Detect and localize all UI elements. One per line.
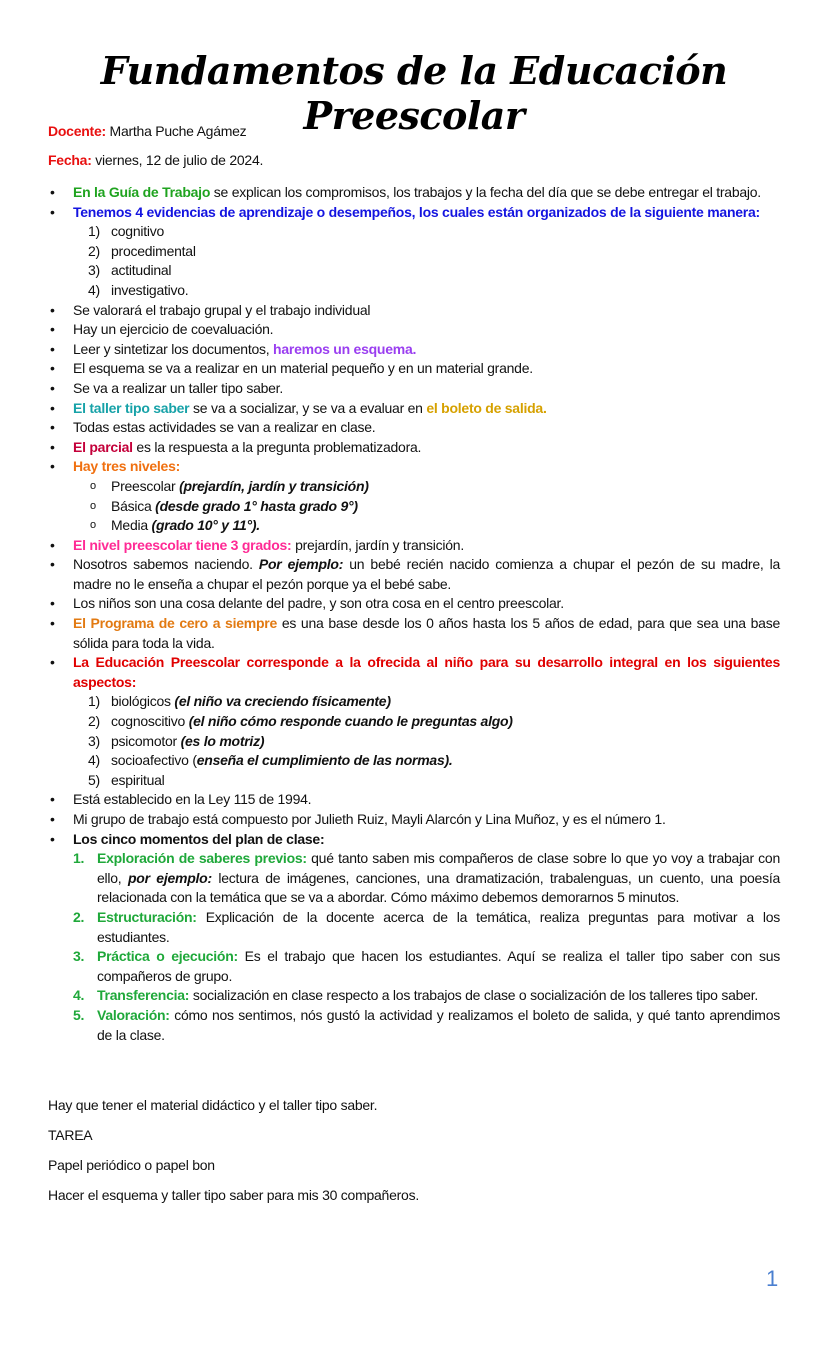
bullet-icon: • [50,340,55,357]
list-item [48,379,780,399]
docente-label: Docente: [48,123,106,139]
list-number: 1) [88,693,100,710]
text-run: haremos un esquema. [273,340,417,357]
sub-list-item [48,516,780,536]
text-run: (desde grado 1° hasta grado 9°) [155,497,358,514]
text-run: Se va a realizar un taller tipo saber. [73,379,283,396]
text-run: Básica [111,497,156,514]
bullet-icon: • [50,184,55,200]
numbered-step [48,908,780,947]
text-run: investigativo. [111,281,189,298]
text-run: El nivel preescolar tiene 3 grados: [73,536,292,553]
sub-list-item [48,222,780,242]
list-number: 4. [73,987,85,1004]
list-item [48,457,780,477]
docente-line [48,122,780,142]
page-number: 1 [766,1266,778,1291]
text-run: Los niños son una cosa delante del padre, y son otra cosa en el centro preescolar. [73,595,564,612]
bullet-icon: • [50,458,55,475]
list-item [48,555,780,594]
notes-list [48,183,780,1045]
list-number: 2) [88,713,100,730]
text-run: Mi grupo de trabajo está compuesto por Julieth Ruiz, Mayli Alarcón y Lina Muñoz, y es el número 1. [73,811,666,827]
text-run: (grado 10° y 11°). [151,517,260,534]
text-run: Todas estas actividades se van a realizar en clase. [73,419,376,436]
text-run: cómo nos sentimos, nós gustó la actividad y realizamos el boleto de salida, y qué tanto aprendimos de la clase. [97,1006,780,1043]
list-item [48,301,780,321]
sub-list-item [48,497,780,517]
list-number: 2) [88,242,100,259]
list-item [48,614,780,653]
text-run: Exploración de saberes previos: [97,850,307,867]
circle-bullet-icon: o [90,479,96,492]
sub-list-item [48,692,780,712]
list-number: 5) [88,771,100,788]
text-run: qué tanto saben mis compañeros de clase sobre lo que yo voy a trabajar con ello, [97,850,781,886]
text-run: En la Guía de Trabajo [73,184,211,200]
bullet-icon: • [50,360,55,377]
bullet-icon: • [50,203,55,220]
list-item [48,653,780,692]
fecha-value: viernes, 12 de julio de 2024. [91,152,264,168]
text-run: por ejemplo: [127,869,212,886]
text-run: La Educación Preescolar corresponde a la ofrecida al niño para su desarrollo integral en los siguientes aspectos: [73,654,780,690]
numbered-step [48,947,780,986]
sub-list-item [48,732,780,752]
numbered-step [48,986,780,1006]
footer-paragraph: Hacer el esquema y taller tipo saber para mis 30 compañeros. [48,1187,419,1203]
text-run: socioafectivo ( [111,752,197,769]
bullet-icon: • [50,595,55,612]
list-number: 4) [88,752,100,769]
text-run: enseña el cumplimiento de las normas). [196,752,453,769]
list-number: 4) [88,281,100,298]
list-number: 1) [88,223,100,240]
fecha-line [48,151,780,171]
text-run: El parcial [73,438,133,455]
list-number: 2. [73,908,85,925]
list-item [48,183,780,203]
circle-bullet-icon: o [90,519,96,532]
list-item [48,418,780,438]
list-item [48,340,780,360]
text-run: Tenemos 4 evidencias de aprendizaje o desempeños, los cuales están organizados de la siguiente manera: [73,203,760,220]
text-run: lectura de imágenes, canciones, una dramatización, trabalenguas, un cuento, una poesía relacionada con la temática que se va a abordar. Cómo máximo debemos demorarnos 5 minutos. [97,869,780,906]
text-run: Los cinco momentos del plan de clase: [73,830,325,847]
text-run: el boleto de salida. [426,399,547,416]
text-run: actitudinal [111,262,172,279]
text-run: Transferencia: [97,987,190,1004]
footer-paragraph: Hay que tener el material didáctico y el taller tipo saber. [48,1097,378,1113]
text-run: (el niño cómo responde cuando le preguntas algo) [188,713,513,730]
text-run: (es lo motriz) [180,732,265,749]
list-item [48,536,780,556]
fecha-label: Fecha: [48,152,92,168]
text-run: es la respuesta a la pregunta problematizadora. [132,438,422,455]
text-run: es una base desde los 0 años hasta los 5 años de edad, para que sea una base sólida para toda la vida. [73,615,781,651]
text-run: Leer y sintetizar los documentos, [73,340,274,357]
sub-list-item [48,242,780,262]
text-run: biológicos [111,693,175,710]
bullet-icon: • [50,811,55,827]
bullet-icon: • [50,615,55,632]
bullet-icon: • [50,536,55,553]
text-run: Explicación de la docente acerca de la temática, realiza preguntas para motivar a los estudiantes. [97,908,780,945]
text-run: El Programa de cero a siempre [73,615,278,632]
text-run: Es el trabajo que hacen los estudiantes. Aquí se realiza el taller tipo saber con sus compañeros de grupo. [97,948,780,984]
list-item [48,359,780,379]
list-number: 1. [73,850,85,867]
text-run: se va a socializar, y se va a evaluar en [189,399,427,416]
bullet-icon: • [50,438,55,455]
list-number: 3) [88,732,100,749]
text-run: El esquema se va a realizar en un material pequeño y en un material grande. [73,360,533,377]
text-run: (el niño va creciendo físicamente) [174,693,391,710]
list-item [48,320,780,340]
list-item [48,438,780,458]
list-item [48,790,780,810]
text-run: Media [111,517,152,534]
list-item [48,594,780,614]
docente-value: Martha Puche Agámez [105,123,247,139]
text-run: Hay tres niveles: [73,458,181,475]
text-run: Nosotros sabemos naciendo. [73,556,259,573]
bullet-icon: • [50,791,55,808]
text-run: Preescolar [111,477,180,494]
text-run: socialización en clase respecto a los trabajos de clase o socialización de los talleres tipo saber. [189,987,758,1004]
text-run: cognitivo [111,223,165,240]
footer-paragraph: TAREA [48,1127,93,1143]
numbered-step [48,1006,780,1045]
list-number: 3) [88,262,100,279]
text-run: espiritual [111,771,165,788]
text-run: (prejardín, jardín y transición) [179,477,369,494]
bullet-icon: • [50,419,55,436]
bullet-icon: • [50,399,55,416]
list-number: 3. [73,948,85,965]
list-item [48,203,780,223]
text-run: El taller tipo saber [73,399,190,416]
sub-list-item [48,712,780,732]
text-run: procedimental [111,242,196,259]
text-run: prejardín, jardín y transición. [291,536,464,553]
text-run: Está establecido en la Ley 115 de 1994. [73,791,312,808]
text-run: Se valorará el trabajo grupal y el trabajo individual [73,301,371,318]
text-run: Práctica o ejecución: [97,948,238,965]
circle-bullet-icon: o [90,499,96,512]
sub-list-item [48,477,780,497]
list-item [48,810,780,830]
numbered-step [48,849,780,908]
list-item [48,830,780,850]
sub-list-item [48,771,780,791]
bullet-icon: • [50,830,55,847]
text-run: cognoscitivo [111,713,189,730]
list-number: 5. [73,1006,85,1023]
document-title: Fundamentos de la Educación Preescolar [100,48,728,138]
list-item [48,399,780,419]
bullet-icon: • [50,379,55,396]
sub-list-item [48,281,780,301]
footer-paragraph: Papel periódico o papel bon [48,1157,215,1173]
bullet-icon: • [50,654,55,671]
text-run: Estructuración: [97,908,197,925]
text-run: se explican los compromisos, los trabajos y la fecha del día que se debe entregar el trabajo. [210,184,761,200]
text-run: psicomotor [111,732,181,749]
bullet-icon: • [50,301,55,318]
text-run: un bebé recién nacido comienza a chupar el pezón de su madre, la madre no le enseña a chupar el pezón porque ya el bebé sabe. [73,556,781,592]
bullet-icon: • [50,556,55,573]
text-run: Hay un ejercicio de coevaluación. [73,321,274,338]
text-run: Valoración: [97,1006,170,1023]
text-run: Por ejemplo: [258,556,344,573]
bullet-icon: • [50,321,55,338]
sub-list-item [48,751,780,771]
sub-list-item [48,261,780,281]
